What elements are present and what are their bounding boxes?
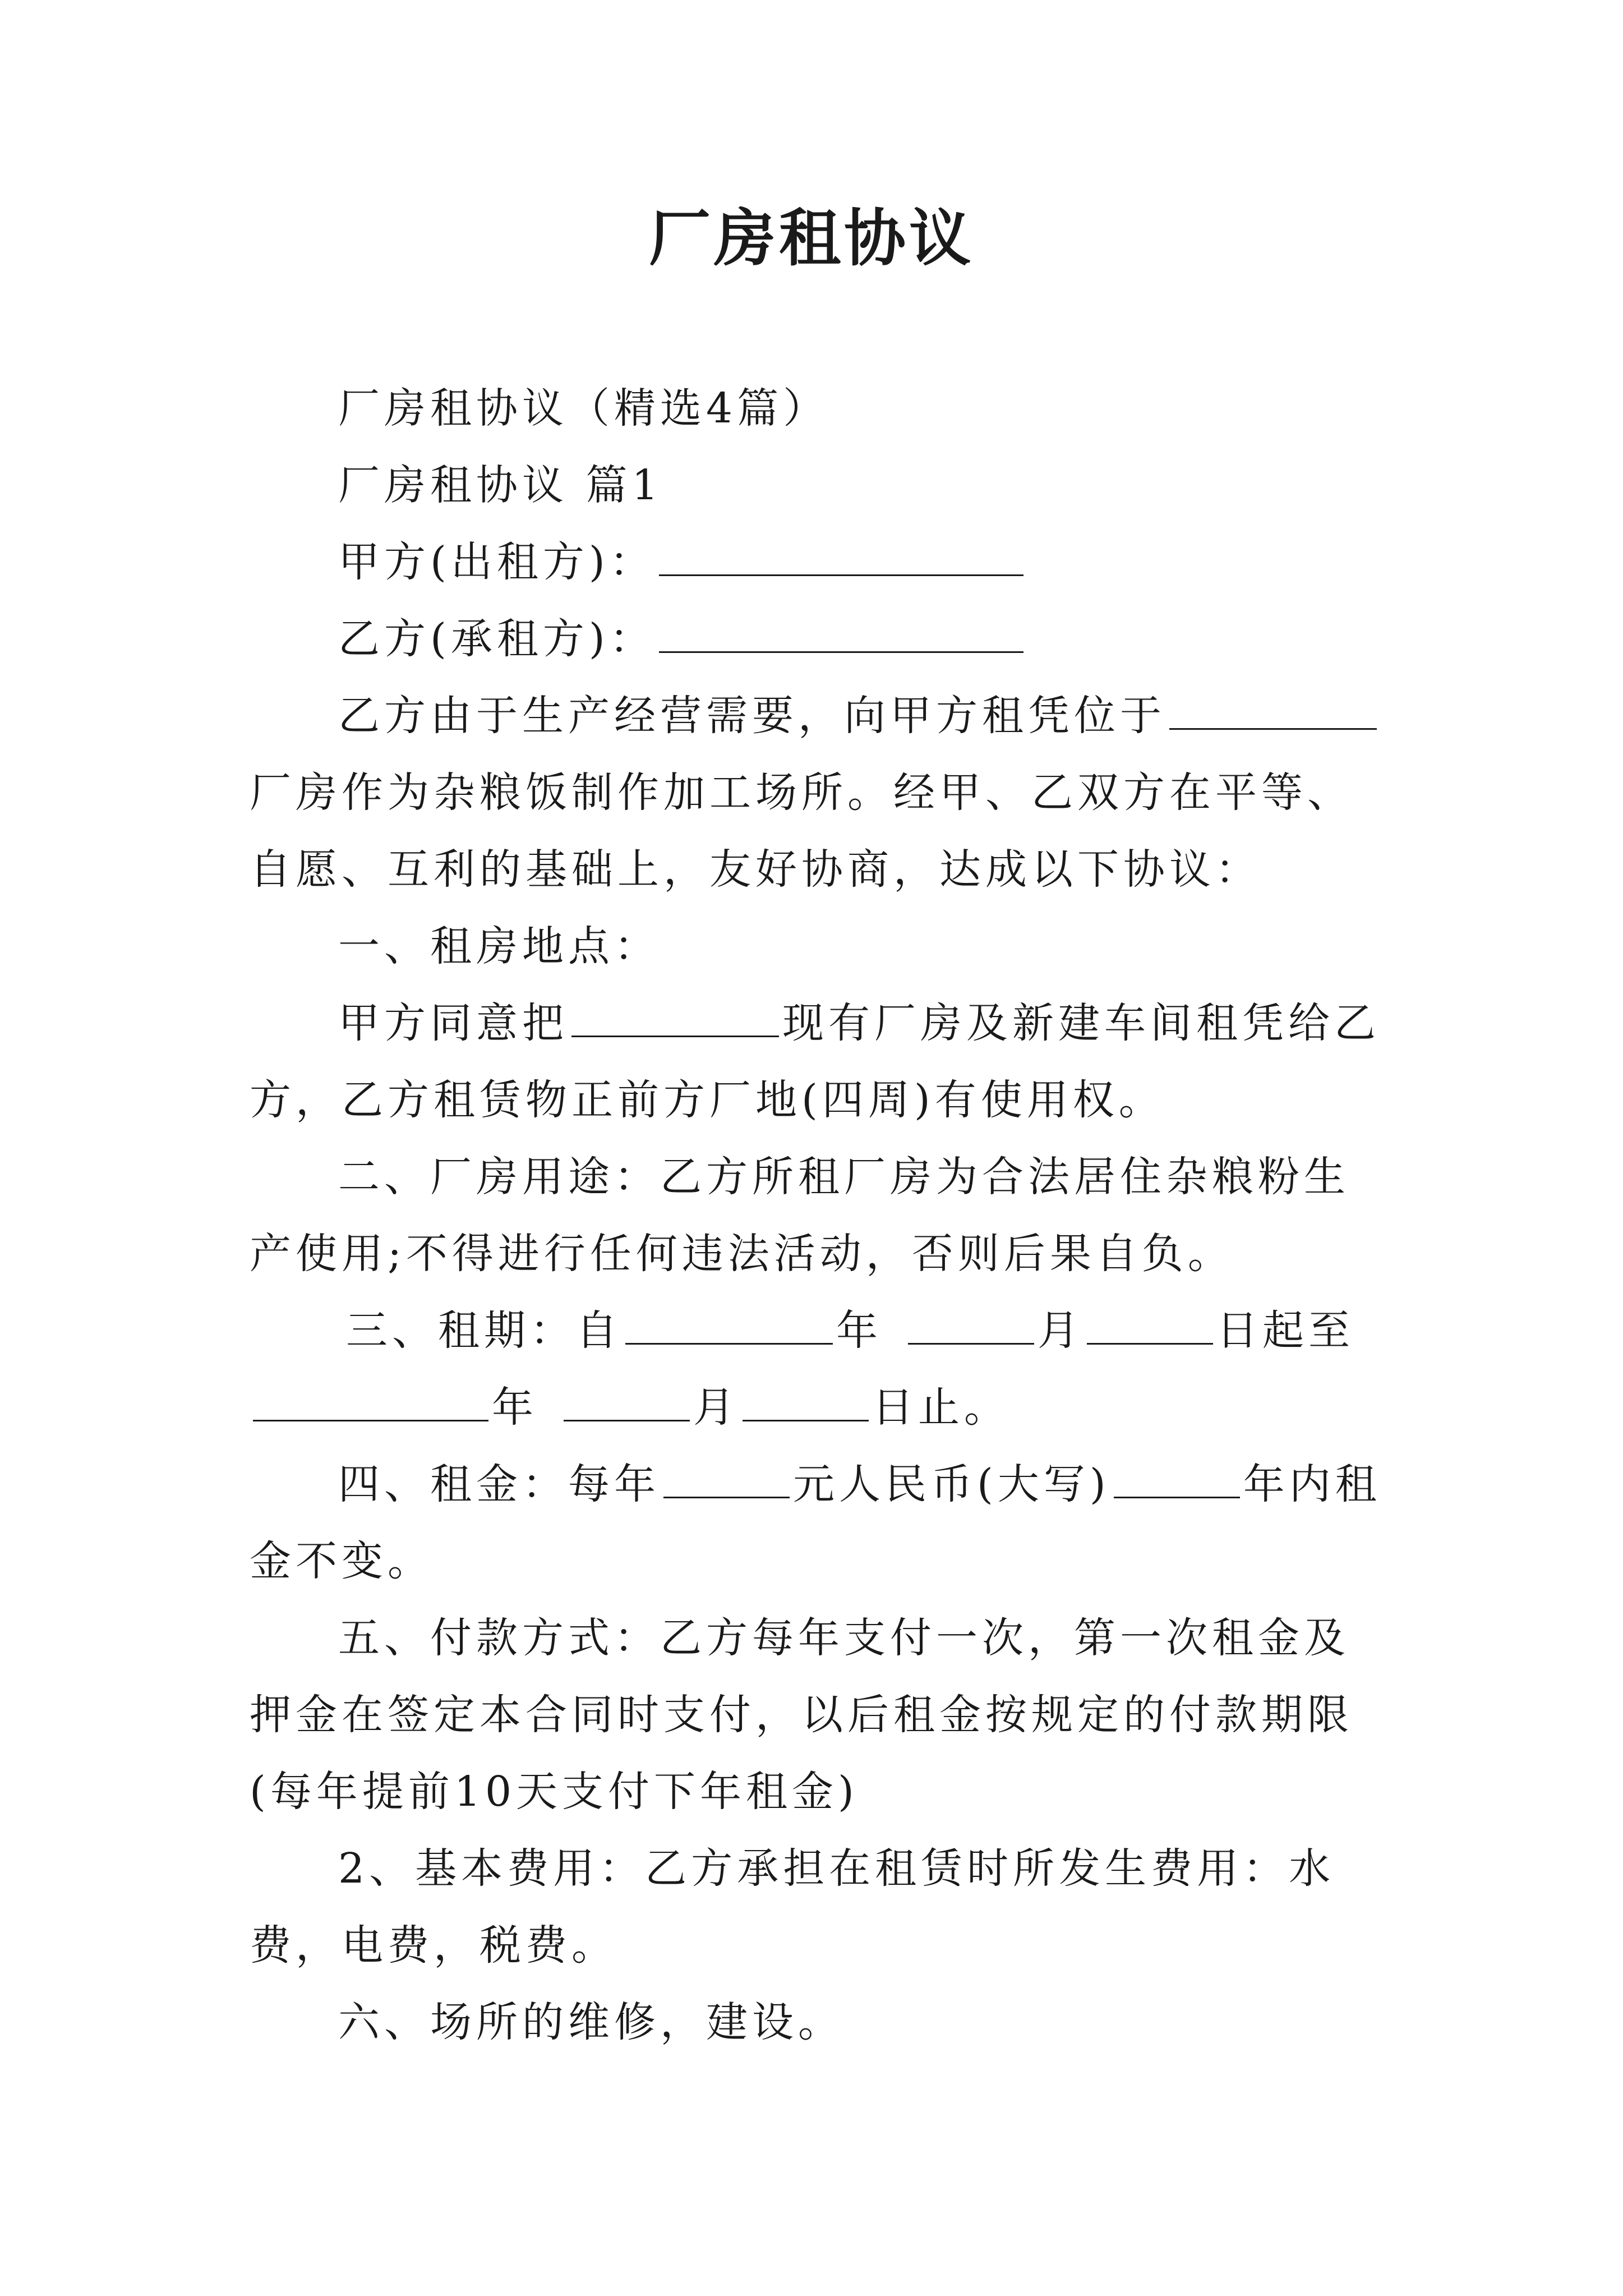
clause-2: 二、厂房用途：乙方所租厂房为合法居住杂粮粉生产使用;不得进行任何违法活动，否则后果自负。 [250, 1153, 1350, 1278]
rent-amount-blank [663, 1462, 790, 1498]
clause-1-text-1: 甲方同意把 [338, 999, 568, 1047]
location-blank [1169, 693, 1377, 730]
clause-4-text-2: 元人民币(大写) [793, 1460, 1110, 1508]
start-day-blank [1087, 1308, 1213, 1345]
intro-text-1: 乙方由于生产经营需要，向甲方租凭位于 [338, 692, 1166, 740]
party-a-line [250, 524, 1394, 601]
clause-5-item-2: 2、基本费用：乙方承担在租赁时所发生费用：水费，电费，税费。 [250, 1844, 1335, 1970]
subtitle-paragraph: 厂房租协议（精选4篇） [338, 384, 829, 432]
intro-paragraph [250, 678, 1394, 908]
rent-words-blank [1114, 1462, 1240, 1498]
clause-5: 五、付款方式：乙方每年支付一次，第一次租金及押金在签定本合同时支付，以后租金按规定的付款期限(每年提前10天支付下年租金) [250, 1614, 1353, 1816]
clause-3-month-2: 月 [693, 1383, 739, 1432]
party-b-label: 乙方(承租方)： [338, 615, 656, 663]
document-body [250, 370, 1394, 2061]
clause-3-text-1: 三、租期：自 [346, 1306, 622, 1355]
clause-4-text-3: 年内租金不变。 [250, 1460, 1381, 1585]
clause-3-month-1: 月 [1038, 1306, 1083, 1355]
clause-3-year-1: 年 [836, 1306, 882, 1355]
start-month-blank [908, 1308, 1034, 1345]
clause-1-body [250, 985, 1394, 1139]
party-b-blank [659, 616, 1023, 653]
clause-6-heading: 六、场所的维修，建设。 [338, 1998, 844, 2046]
party-a-blank [659, 540, 1023, 576]
premises-blank [571, 1001, 779, 1037]
party-b-line [250, 601, 1394, 678]
start-year-blank [625, 1308, 833, 1345]
clause-1-text-2: 现有厂房及新建车间租凭给乙方，乙方租赁物正前方厂地(四周)有使用权。 [250, 999, 1380, 1124]
party-a-label: 甲方(出租方)： [338, 538, 656, 586]
end-year-blank [253, 1385, 488, 1421]
document-title: 厂房租协议 [649, 202, 974, 274]
section-heading: 厂房租协议 篇1 [338, 461, 663, 509]
end-day-blank [743, 1385, 869, 1421]
clause-3-day-1: 日起至 [1216, 1306, 1354, 1355]
clause-3 [250, 1292, 1394, 1446]
clause-3-day-2: 日止。 [872, 1383, 1010, 1432]
intro-text-2: 厂房作为杂粮饭制作加工场所。经甲、乙双方在平等、自愿、互利的基础上，友好协商，达成以下协议： [250, 769, 1353, 894]
end-month-blank [564, 1385, 690, 1421]
clause-3-year-2: 年 [492, 1383, 538, 1432]
clause-4 [250, 1446, 1394, 1600]
clause-4-text-1: 四、租金：每年 [338, 1460, 660, 1508]
clause-1-heading: 一、租房地点： [338, 922, 660, 970]
